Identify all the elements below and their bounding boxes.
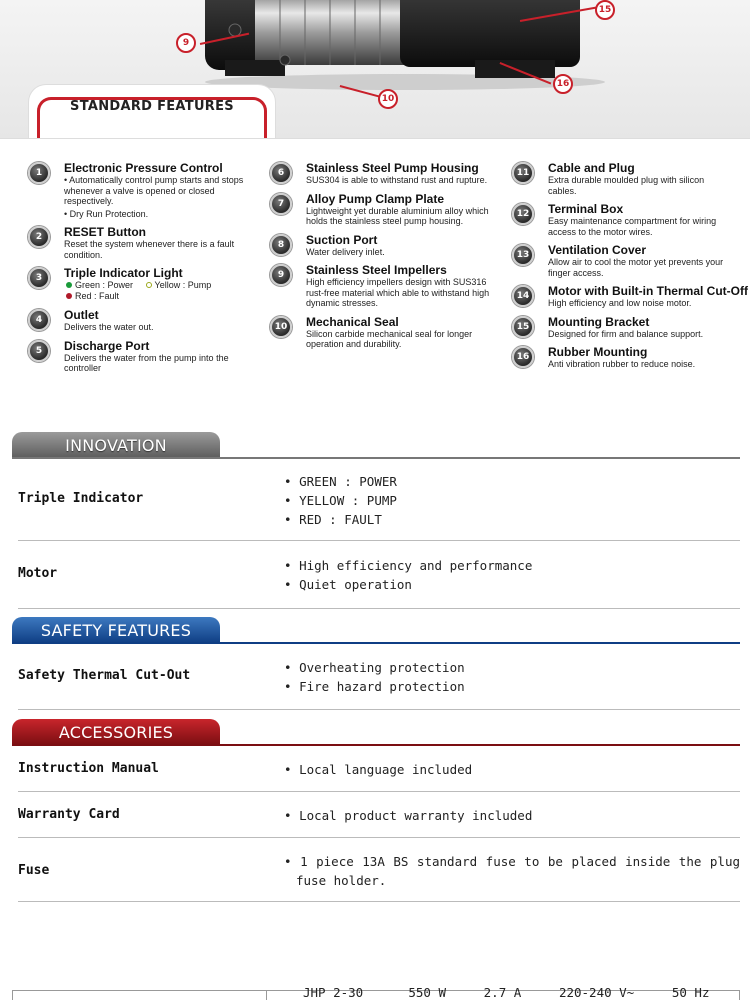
spec-frequency: 50 Hz xyxy=(671,985,710,1000)
list-item: • Fire hazard protection xyxy=(284,677,740,696)
feature-desc: Lightweight yet durable aluminium alloy which holds the stainless steel pump housing. xyxy=(306,205,489,226)
row-label: Fuse xyxy=(18,863,50,878)
standard-features-tab xyxy=(28,84,276,140)
feature-item xyxy=(512,315,734,340)
feature-item xyxy=(512,345,734,370)
legend-green: Green : Power xyxy=(75,280,134,290)
feature-title: Stainless Steel Pump Housing xyxy=(306,161,479,175)
indicator-legend xyxy=(64,291,250,302)
feature-title: Triple Indicator Light xyxy=(64,266,183,280)
feature-item xyxy=(270,161,492,186)
pump-illustration xyxy=(185,0,605,90)
row-label: Warranty Card xyxy=(18,807,120,822)
feature-number: 11 xyxy=(512,162,534,184)
spec-current: 2.7 A xyxy=(483,985,522,1000)
callout-10: 10 xyxy=(378,89,398,109)
list-item: • High efficiency and performance xyxy=(284,556,740,575)
feature-item xyxy=(512,161,734,196)
feature-number: 8 xyxy=(270,234,292,256)
feature-number: 4 xyxy=(28,309,50,331)
features-panel xyxy=(0,138,750,410)
feature-desc: Water delivery inlet. xyxy=(306,246,385,257)
feature-number: 13 xyxy=(512,244,534,266)
feature-item xyxy=(512,284,748,309)
spec-model: JHP 2-30 xyxy=(303,985,364,1000)
row-label: Motor xyxy=(18,566,58,581)
feature-item xyxy=(28,339,250,374)
indicator-legend xyxy=(64,280,250,291)
feature-desc: Easy maintenance compartment for wiring access to the motor wires. xyxy=(548,216,717,237)
feature-title: Rubber Mounting xyxy=(548,345,648,359)
row-label: Safety Thermal Cut-Out xyxy=(18,668,191,683)
feature-title: RESET Button xyxy=(64,225,146,239)
safety-features-tab: SAFETY FEATURES xyxy=(12,617,220,643)
feature-number: 5 xyxy=(28,340,50,362)
feature-number: 2 xyxy=(28,226,50,248)
feature-desc: Extra durable moulded plug with silicon cables. xyxy=(548,175,705,196)
feature-desc: Delivers the water out. xyxy=(64,322,154,332)
spec-table xyxy=(12,985,740,1000)
feature-item xyxy=(28,308,250,333)
list-item: • Quiet operation xyxy=(284,575,740,594)
feature-title: Motor with Built-in Thermal Cut-Off xyxy=(548,284,748,298)
green-dot-icon xyxy=(66,282,72,288)
feature-title: Suction Port xyxy=(306,232,378,247)
feature-number: 14 xyxy=(512,285,534,307)
spec-power: 550 W xyxy=(408,985,447,1000)
feature-title: Alloy Pump Clamp Plate xyxy=(306,191,445,206)
feature-desc: Reset the system whenever there is a fault condition. xyxy=(64,239,235,260)
row-label: Triple Indicator xyxy=(18,491,144,506)
callout-16: 16 xyxy=(553,74,573,94)
yellow-dot-icon xyxy=(146,282,152,288)
red-dot-icon xyxy=(66,293,72,299)
feature-item xyxy=(270,233,492,258)
spec-row xyxy=(303,985,709,1000)
feature-desc: Delivers the water from the pump into the controller xyxy=(64,352,229,373)
row-items xyxy=(284,472,740,529)
row-items xyxy=(284,556,740,594)
features-column-2 xyxy=(270,161,492,356)
spec-table-divider xyxy=(266,991,267,1000)
feature-number: 3 xyxy=(28,267,50,289)
feature-desc: Silicon carbide mechanical seal for longer operation and durability. xyxy=(306,328,473,349)
innovation-tab: INNOVATION xyxy=(12,432,220,458)
feature-title: Outlet xyxy=(64,308,99,322)
feature-number: 12 xyxy=(512,203,534,225)
feature-desc: High efficiency and low noise motor. xyxy=(548,298,692,308)
list-item: • 1 piece 13A BS standard fuse to be placed inside the plug fuse holder. xyxy=(284,852,740,890)
feature-desc: • Automatically control pump starts and stops whenever a valve is opened or closed respectively. xyxy=(64,175,244,206)
row-label: Instruction Manual xyxy=(18,761,159,776)
feature-number: 9 xyxy=(270,264,292,286)
row-items xyxy=(284,658,740,696)
list-item: • GREEN : POWER xyxy=(284,472,740,491)
features-column-1 xyxy=(28,161,250,380)
feature-desc: Anti vibration rubber to reduce noise. xyxy=(548,359,696,369)
accessories-tab: ACCESSORIES xyxy=(12,719,220,745)
feature-title: Mechanical Seal xyxy=(306,314,399,329)
feature-item xyxy=(512,243,734,278)
feature-desc: Designed for firm and balance support. xyxy=(548,328,704,339)
legend-yellow: Yellow : Pump xyxy=(154,280,212,290)
feature-desc: SUS304 is able to withstand rust and rupture. xyxy=(306,175,488,185)
feature-title: Stainless Steel Impellers xyxy=(306,263,447,277)
feature-title: Electronic Pressure Control xyxy=(64,161,223,175)
feature-title: Ventilation Cover xyxy=(548,243,647,257)
feature-title: Discharge Port xyxy=(64,338,150,353)
feature-desc: High efficiency impellers design with SUS316 rust-free material which able to withstand high dynamic stresses. xyxy=(306,277,490,308)
row-items xyxy=(284,806,740,825)
feature-title: Terminal Box xyxy=(548,202,624,216)
feature-item xyxy=(28,161,250,219)
feature-item xyxy=(270,315,492,350)
row-items xyxy=(284,852,740,890)
feature-number: 10 xyxy=(270,316,292,338)
feature-number: 7 xyxy=(270,193,292,215)
callout-9: 9 xyxy=(176,33,196,53)
feature-number: 15 xyxy=(512,316,534,338)
row-items xyxy=(284,760,740,779)
feature-item xyxy=(28,225,250,260)
list-item: • YELLOW : PUMP xyxy=(284,491,740,510)
feature-item xyxy=(512,202,734,237)
list-item: • Overheating protection xyxy=(284,658,740,677)
legend-red: Red : Fault xyxy=(75,291,120,301)
callout-15: 15 xyxy=(595,0,615,20)
feature-number: 1 xyxy=(28,162,50,184)
list-item: • RED : FAULT xyxy=(284,510,740,529)
features-column-3 xyxy=(512,161,748,376)
spec-voltage: 220-240 V~ xyxy=(558,985,635,1000)
feature-item xyxy=(270,263,492,309)
feature-item xyxy=(270,192,492,227)
feature-number: 6 xyxy=(270,162,292,184)
feature-title: Mounting Bracket xyxy=(548,314,650,329)
product-hero xyxy=(0,0,750,140)
feature-desc: Allow air to cool the motor yet prevents your finger access. xyxy=(548,257,724,278)
standard-features-title: STANDARD FEATURES xyxy=(70,99,234,114)
list-item: • Local product warranty included xyxy=(284,806,740,825)
list-item: • Local language included xyxy=(284,760,740,779)
feature-title: Cable and Plug xyxy=(548,161,635,175)
feature-item xyxy=(28,266,250,302)
feature-desc: • Dry Run Protection. xyxy=(64,208,149,219)
feature-number: 16 xyxy=(512,346,534,368)
